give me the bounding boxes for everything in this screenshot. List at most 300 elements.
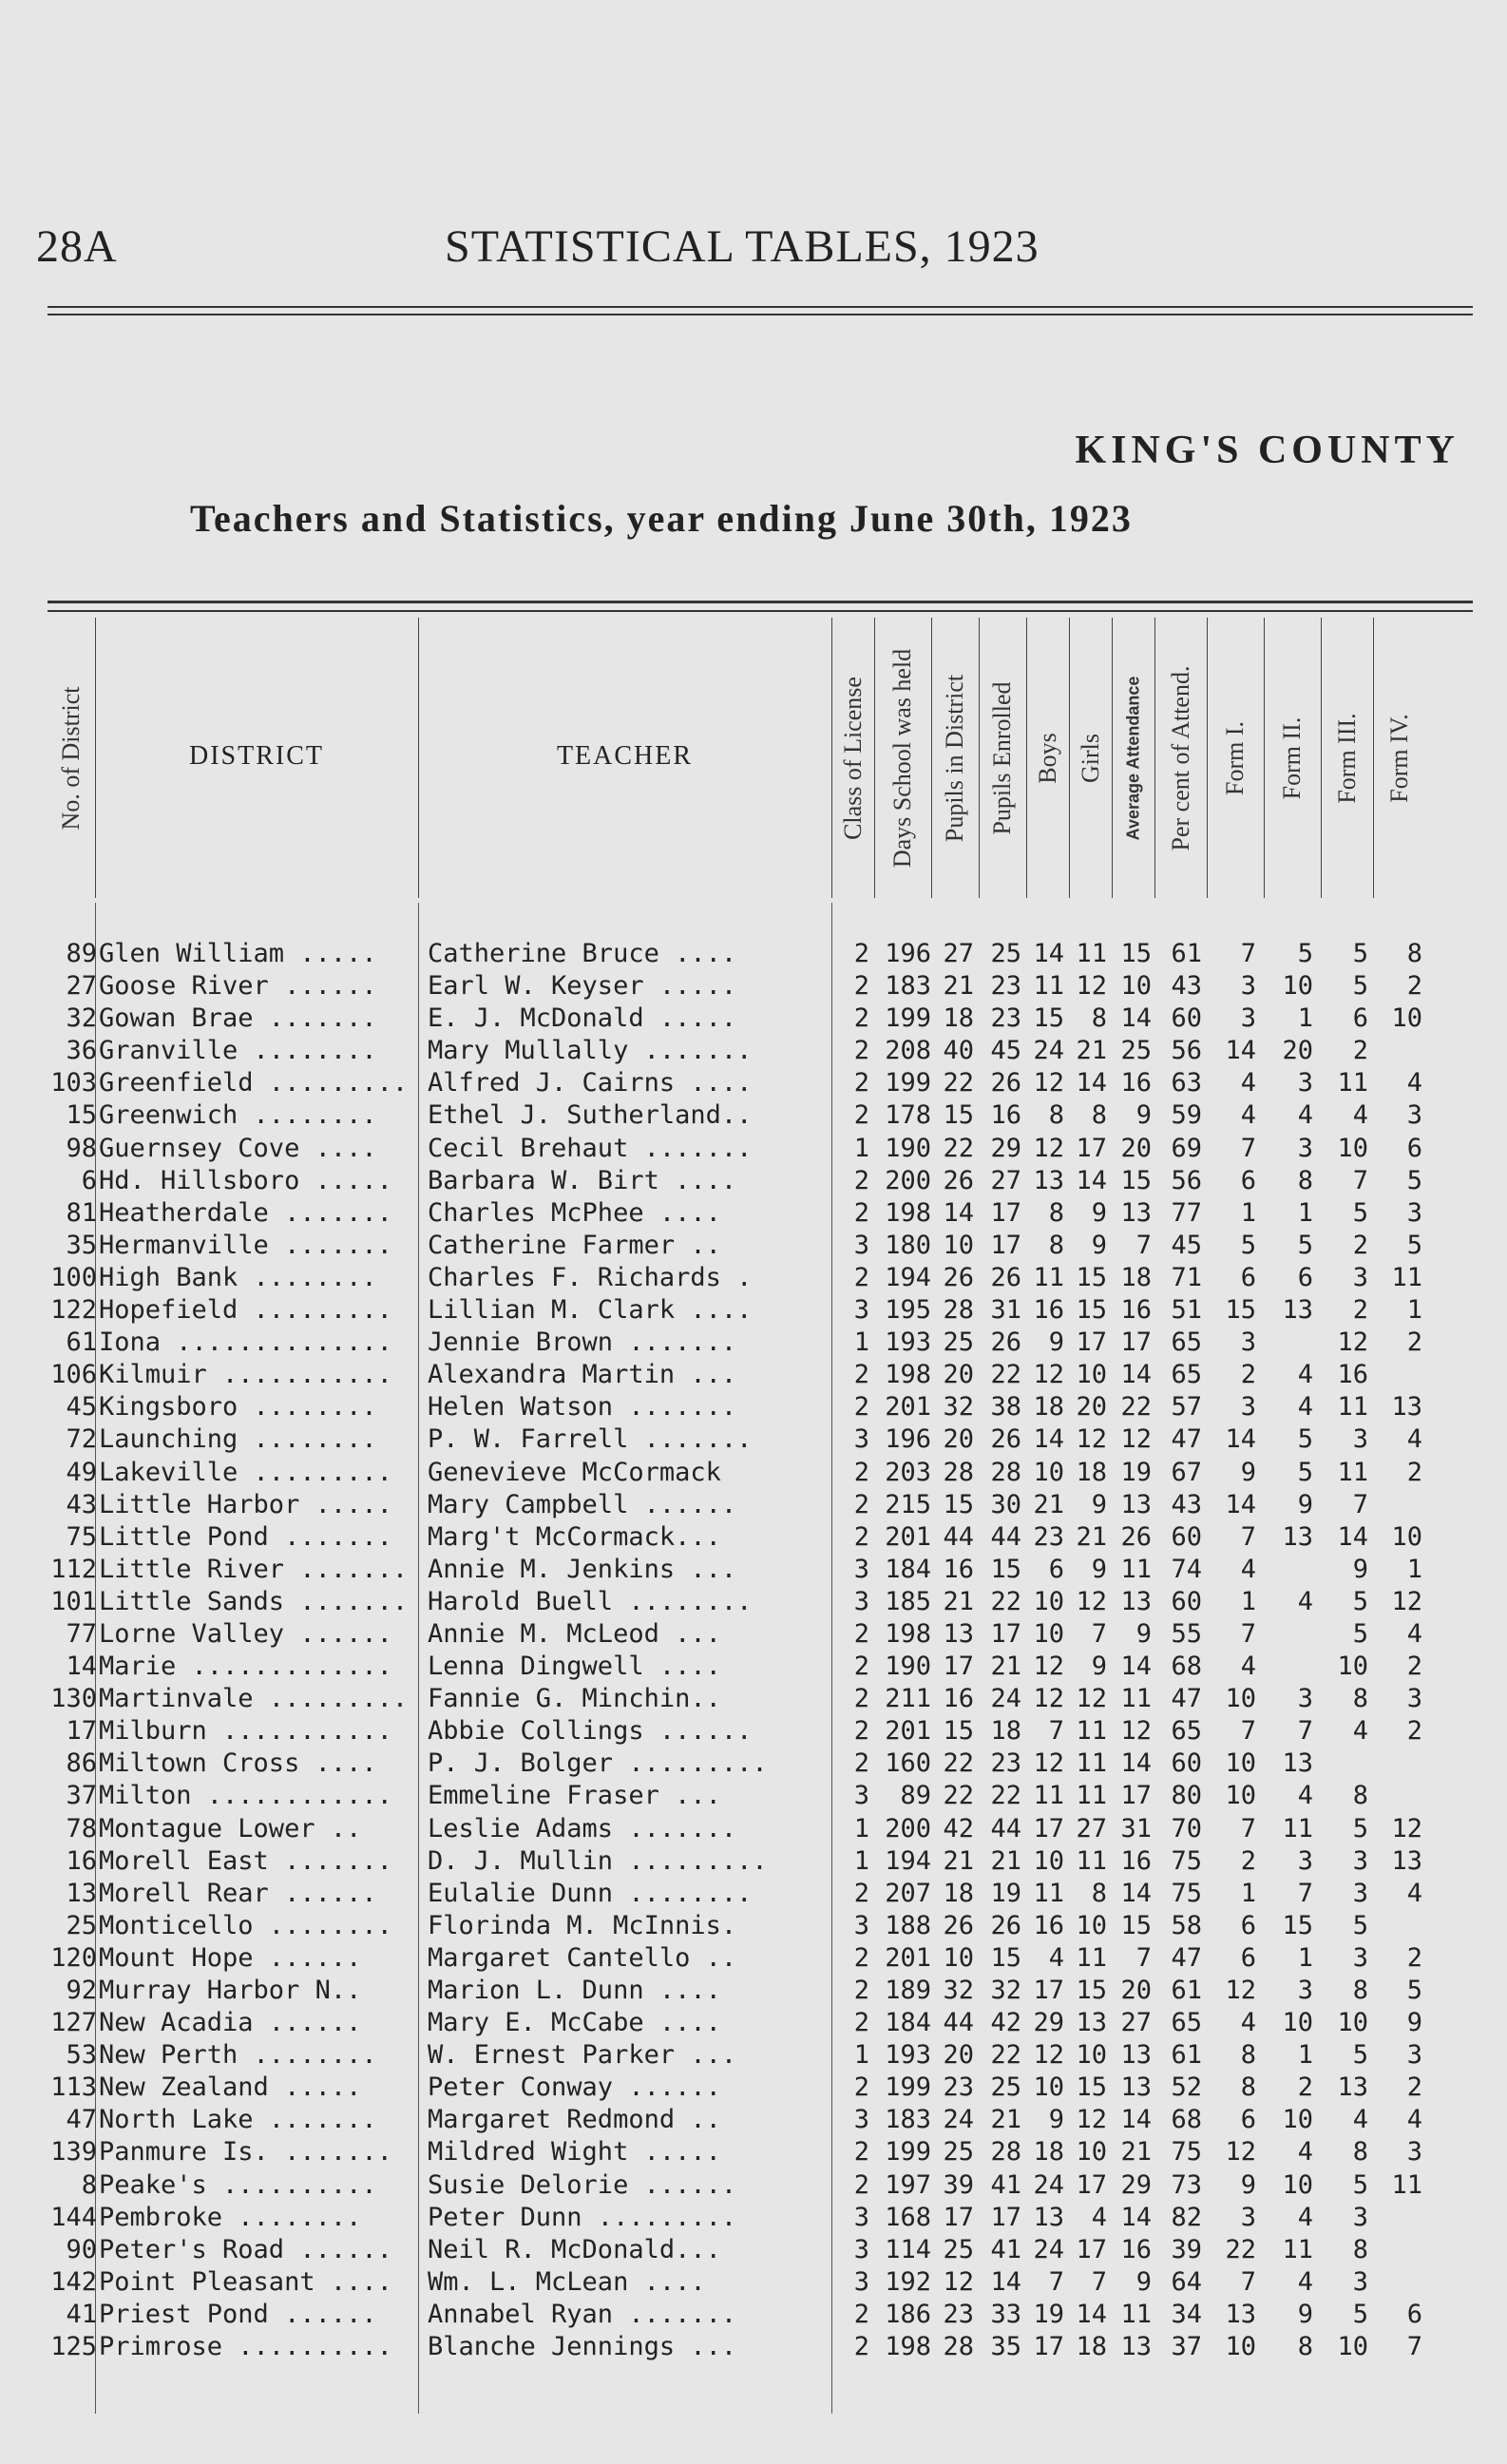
cell-district: Milton ............ xyxy=(99,1781,392,1811)
cell-teacher: Annie M. Jenkins ... xyxy=(428,1554,737,1584)
cell-form4: 3 xyxy=(1406,1684,1422,1714)
col-pupils-district: Pupils in District xyxy=(931,618,980,898)
cell-girls: 14 xyxy=(1076,1068,1107,1098)
cell-boys: 9 xyxy=(1048,1328,1064,1358)
cell-enrolled: 26 xyxy=(990,1910,1021,1940)
cell-avg-att: 15 xyxy=(1120,939,1152,968)
cell-license: 3 xyxy=(853,2105,869,2135)
cell-district-no: 98 xyxy=(66,1133,97,1163)
cell-form4: 12 xyxy=(1391,1586,1422,1616)
cell-days: 207 xyxy=(885,1878,931,1908)
cell-teacher: Annabel Ryan ....... xyxy=(428,2299,737,2329)
cell-days: 184 xyxy=(885,2008,931,2038)
cell-boys: 8 xyxy=(1048,1230,1064,1260)
cell-pct-att: 39 xyxy=(1171,2234,1202,2264)
col-district: DISTRICT xyxy=(95,618,419,898)
cell-teacher: Mildred Wight ..... xyxy=(428,2137,721,2168)
cell-days: 198 xyxy=(885,2332,931,2362)
cell-form3: 6 xyxy=(1352,1003,1368,1034)
cell-days: 180 xyxy=(885,1230,931,1260)
table-row xyxy=(48,2072,1473,2105)
cell-days: 196 xyxy=(885,1424,931,1455)
table-row xyxy=(48,1716,1473,1748)
cell-pct-att: 43 xyxy=(1171,1489,1202,1519)
cell-form2: 3 xyxy=(1297,1684,1313,1714)
cell-boys: 12 xyxy=(1033,2040,1064,2071)
cell-form3: 10 xyxy=(1337,1133,1368,1163)
cell-form3: 3 xyxy=(1352,2266,1368,2297)
cell-form2: 8 xyxy=(1297,2332,1313,2362)
cell-district-no: 45 xyxy=(66,1392,97,1423)
cell-boys: 17 xyxy=(1033,2332,1064,2362)
cell-pupils-district: 25 xyxy=(943,2234,974,2264)
table-row xyxy=(48,2300,1473,2332)
cell-district: Little River ....... xyxy=(99,1554,409,1584)
cell-form4: 12 xyxy=(1391,1813,1422,1843)
cell-form1: 14 xyxy=(1225,1489,1256,1519)
cell-form3: 14 xyxy=(1337,1521,1368,1552)
cell-enrolled: 24 xyxy=(990,1684,1021,1714)
cell-girls: 14 xyxy=(1076,1165,1107,1195)
cell-enrolled: 22 xyxy=(990,2040,1021,2071)
cell-district-no: 139 xyxy=(50,2137,97,2168)
page-title: STATISTICAL TABLES, 1923 xyxy=(445,221,1040,272)
cell-form4: 10 xyxy=(1391,1521,1422,1552)
cell-teacher: Harold Buell ........ xyxy=(428,1586,753,1616)
cell-district: Goose River ...... xyxy=(99,971,377,1002)
cell-days: 188 xyxy=(885,1910,931,1940)
cell-form1: 8 xyxy=(1240,2040,1256,2071)
cell-boys: 19 xyxy=(1033,2299,1064,2329)
table-row xyxy=(48,2267,1473,2300)
cell-boys: 29 xyxy=(1033,2008,1064,2038)
cell-form1: 14 xyxy=(1225,1424,1256,1455)
cell-district: Martinvale ......... xyxy=(99,1684,409,1714)
cell-avg-att: 14 xyxy=(1120,2105,1152,2135)
cell-pct-att: 58 xyxy=(1171,1910,1202,1940)
cell-form4: 1 xyxy=(1406,1295,1422,1326)
cell-enrolled: 41 xyxy=(990,2169,1021,2200)
cell-girls: 7 xyxy=(1091,2266,1107,2297)
cell-boys: 13 xyxy=(1033,1165,1064,1195)
table-row xyxy=(48,1652,1473,1684)
cell-pupils-district: 10 xyxy=(943,1942,974,1973)
cell-pct-att: 70 xyxy=(1171,1813,1202,1843)
cell-teacher: Eulalie Dunn ........ xyxy=(428,1878,753,1908)
cell-pct-att: 56 xyxy=(1171,1165,1202,1195)
table-row xyxy=(48,1490,1473,1522)
cell-district-no: 32 xyxy=(66,1003,97,1034)
cell-avg-att: 13 xyxy=(1120,2072,1152,2103)
cell-pupils-district: 13 xyxy=(943,1618,974,1649)
cell-pct-att: 68 xyxy=(1171,1652,1202,1682)
cell-form3: 5 xyxy=(1352,1586,1368,1616)
cell-pupils-district: 40 xyxy=(943,1036,974,1066)
cell-district-no: 47 xyxy=(66,2105,97,2135)
cell-district-no: 61 xyxy=(66,1328,97,1358)
cell-girls: 12 xyxy=(1076,1684,1107,1714)
cell-license: 2 xyxy=(853,2072,869,2103)
cell-pupils-district: 22 xyxy=(943,1748,974,1779)
cell-boys: 17 xyxy=(1033,1976,1064,2005)
table-row xyxy=(48,1976,1473,2008)
col-boys: Boys xyxy=(1026,618,1070,898)
cell-form1: 10 xyxy=(1225,1781,1256,1811)
table-row xyxy=(48,1295,1473,1328)
cell-enrolled: 23 xyxy=(990,971,1021,1002)
cell-form2: 4 xyxy=(1297,1392,1313,1423)
cell-license: 2 xyxy=(853,1716,869,1747)
cell-district: Kilmuir ........... xyxy=(99,1360,392,1390)
cell-district: Granville ........ xyxy=(99,1036,377,1066)
col-form2: Form II. xyxy=(1264,618,1322,898)
cell-form2: 5 xyxy=(1297,1457,1313,1487)
col-license: Class of License xyxy=(831,618,875,898)
cell-license: 2 xyxy=(853,1457,869,1487)
cell-boys: 10 xyxy=(1033,2072,1064,2103)
table-row xyxy=(48,1684,1473,1716)
table-row xyxy=(48,1555,1473,1587)
cell-pct-att: 61 xyxy=(1171,939,1202,968)
cell-pct-att: 34 xyxy=(1171,2299,1202,2329)
cell-days: 201 xyxy=(885,1942,931,1973)
cell-days: 215 xyxy=(885,1489,931,1519)
cell-form3: 8 xyxy=(1352,2137,1368,2168)
cell-teacher: P. J. Bolger ......... xyxy=(428,1748,768,1779)
cell-avg-att: 16 xyxy=(1120,1068,1152,1098)
cell-form1: 9 xyxy=(1240,1457,1256,1487)
cell-teacher: Alexandra Martin ... xyxy=(428,1360,737,1390)
cell-pupils-district: 28 xyxy=(943,2332,974,2362)
cell-days: 184 xyxy=(885,1554,931,1584)
cell-pupils-district: 42 xyxy=(943,1813,974,1843)
cell-enrolled: 41 xyxy=(990,2234,1021,2264)
cell-district-no: 35 xyxy=(66,1230,97,1260)
cell-avg-att: 21 xyxy=(1120,2137,1152,2168)
cell-form2: 13 xyxy=(1282,1521,1313,1552)
cell-form3: 5 xyxy=(1352,1618,1368,1649)
cell-form2: 10 xyxy=(1282,2105,1313,2135)
cell-form2: 3 xyxy=(1297,1845,1313,1876)
cell-enrolled: 23 xyxy=(990,1003,1021,1034)
cell-form3: 7 xyxy=(1352,1489,1368,1519)
cell-enrolled: 25 xyxy=(990,2072,1021,2103)
cell-girls: 11 xyxy=(1076,1748,1107,1779)
cell-district-no: 49 xyxy=(66,1457,97,1487)
cell-pct-att: 75 xyxy=(1171,1845,1202,1876)
cell-form2: 4 xyxy=(1297,2137,1313,2168)
cell-district-no: 77 xyxy=(66,1618,97,1649)
cell-form1: 6 xyxy=(1240,1262,1256,1292)
cell-boys: 15 xyxy=(1033,1003,1064,1034)
cell-days: 193 xyxy=(885,2040,931,2071)
cell-license: 2 xyxy=(853,1392,869,1423)
cell-boys: 7 xyxy=(1048,2266,1064,2297)
cell-avg-att: 27 xyxy=(1120,2008,1152,2038)
cell-boys: 8 xyxy=(1048,1197,1064,1228)
cell-form2: 2 xyxy=(1297,2072,1313,2103)
cell-girls: 8 xyxy=(1091,1878,1107,1908)
cell-pupils-district: 39 xyxy=(943,2169,974,2200)
cell-form2: 1 xyxy=(1297,1003,1313,1034)
cell-pct-att: 67 xyxy=(1171,1457,1202,1487)
cell-district: Hermanville ....... xyxy=(99,1230,392,1260)
cell-pupils-district: 26 xyxy=(943,1262,974,1292)
cell-pct-att: 61 xyxy=(1171,1976,1202,2005)
cell-girls: 17 xyxy=(1076,2234,1107,2264)
cell-form1: 12 xyxy=(1225,2137,1256,2168)
cell-girls: 20 xyxy=(1076,1392,1107,1423)
cell-days: 198 xyxy=(885,1197,931,1228)
cell-form4: 2 xyxy=(1406,1942,1422,1973)
cell-form2: 3 xyxy=(1297,1976,1313,2005)
cell-form1: 2 xyxy=(1240,1845,1256,1876)
cell-district-no: 92 xyxy=(66,1976,97,2005)
cell-pupils-district: 23 xyxy=(943,2299,974,2329)
cell-days: 199 xyxy=(885,1003,931,1034)
cell-enrolled: 22 xyxy=(990,1586,1021,1616)
cell-form2: 13 xyxy=(1282,1748,1313,1779)
cell-pupils-district: 17 xyxy=(943,1652,974,1682)
cell-form4: 4 xyxy=(1406,1618,1422,1649)
cell-form4: 5 xyxy=(1406,1230,1422,1260)
cell-days: 194 xyxy=(885,1262,931,1292)
cell-boys: 12 xyxy=(1033,1068,1064,1098)
cell-pct-att: 65 xyxy=(1171,1360,1202,1390)
cell-license: 2 xyxy=(853,1748,869,1779)
cell-form1: 7 xyxy=(1240,1813,1256,1843)
cell-pupils-district: 25 xyxy=(943,1328,974,1358)
cell-teacher: Susie Delorie ...... xyxy=(428,2169,737,2200)
cell-form2: 7 xyxy=(1297,1878,1313,1908)
cell-enrolled: 21 xyxy=(990,1652,1021,1682)
cell-avg-att: 11 xyxy=(1120,1554,1152,1584)
cell-form1: 4 xyxy=(1240,1554,1256,1584)
cell-enrolled: 30 xyxy=(990,1489,1021,1519)
table-top-rule-2 xyxy=(48,610,1473,612)
cell-days: 89 xyxy=(900,1781,931,1811)
cell-enrolled: 21 xyxy=(990,1845,1021,1876)
cell-boys: 11 xyxy=(1033,1878,1064,1908)
cell-district: Mount Hope ...... xyxy=(99,1942,362,1973)
cell-pct-att: 74 xyxy=(1171,1554,1202,1584)
table-top-rule xyxy=(48,601,1473,603)
cell-form3: 3 xyxy=(1352,1942,1368,1973)
cell-district: New Zealand ..... xyxy=(99,2072,362,2103)
cell-district: Monticello ........ xyxy=(99,1910,392,1940)
cell-teacher: Charles F. Richards . xyxy=(428,1262,753,1292)
cell-form4: 2 xyxy=(1406,1457,1422,1487)
cell-form1: 6 xyxy=(1240,1942,1256,1973)
cell-form1: 7 xyxy=(1240,939,1256,968)
cell-district-no: 127 xyxy=(50,2008,97,2038)
cell-girls: 12 xyxy=(1076,1424,1107,1455)
cell-girls: 15 xyxy=(1076,2072,1107,2103)
cell-teacher: Neil R. McDonald... xyxy=(428,2234,721,2264)
cell-teacher: Peter Dunn ......... xyxy=(428,2202,737,2232)
cell-pupils-district: 23 xyxy=(943,2072,974,2103)
cell-form1: 7 xyxy=(1240,1133,1256,1163)
cell-pct-att: 73 xyxy=(1171,2169,1202,2200)
col-girls: Girls xyxy=(1069,618,1113,898)
cell-district-no: 72 xyxy=(66,1424,97,1455)
cell-avg-att: 17 xyxy=(1120,1328,1152,1358)
cell-avg-att: 15 xyxy=(1120,1165,1152,1195)
cell-form3: 2 xyxy=(1352,1036,1368,1066)
cell-district-no: 86 xyxy=(66,1748,97,1779)
cell-boys: 9 xyxy=(1048,2105,1064,2135)
table-row xyxy=(48,2137,1473,2169)
cell-enrolled: 26 xyxy=(990,1328,1021,1358)
cell-district-no: 125 xyxy=(50,2332,97,2362)
cell-enrolled: 32 xyxy=(990,1976,1021,2005)
cell-pct-att: 47 xyxy=(1171,1942,1202,1973)
cell-district: Murray Harbor N.. xyxy=(99,1976,362,2005)
cell-form2: 1 xyxy=(1297,1942,1313,1973)
cell-district-no: 89 xyxy=(66,939,97,968)
cell-teacher: Wm. L. McLean .... xyxy=(428,2266,706,2297)
cell-license: 2 xyxy=(853,1489,869,1519)
cell-district: Marie ............. xyxy=(99,1652,392,1682)
cell-teacher: Blanche Jennings ... xyxy=(428,2332,737,2362)
cell-license: 1 xyxy=(853,1133,869,1163)
cell-enrolled: 14 xyxy=(990,2266,1021,2297)
cell-boys: 17 xyxy=(1033,1813,1064,1843)
cell-district: Morell East ....... xyxy=(99,1845,392,1876)
cell-district-no: 144 xyxy=(50,2202,97,2232)
table-row xyxy=(48,1360,1473,1392)
cell-pupils-district: 21 xyxy=(943,1586,974,1616)
cell-license: 2 xyxy=(853,2299,869,2329)
cell-girls: 10 xyxy=(1076,1910,1107,1940)
col-no: No. of District xyxy=(48,618,96,898)
cell-form4: 3 xyxy=(1406,1100,1422,1131)
cell-district-no: 75 xyxy=(66,1521,97,1552)
cell-pupils-district: 16 xyxy=(943,1684,974,1714)
cell-district: Heatherdale ....... xyxy=(99,1197,392,1228)
cell-form2: 5 xyxy=(1297,939,1313,968)
cell-form2: 4 xyxy=(1297,1100,1313,1131)
col-enrolled: Pupils Enrolled xyxy=(979,618,1027,898)
cell-days: 190 xyxy=(885,1133,931,1163)
cell-days: 196 xyxy=(885,939,931,968)
cell-license: 3 xyxy=(853,2234,869,2264)
cell-district: New Perth ........ xyxy=(99,2040,377,2071)
cell-pct-att: 47 xyxy=(1171,1424,1202,1455)
cell-pct-att: 82 xyxy=(1171,2202,1202,2232)
cell-pct-att: 69 xyxy=(1171,1133,1202,1163)
cell-days: 203 xyxy=(885,1457,931,1487)
cell-form1: 6 xyxy=(1240,2105,1256,2135)
cell-enrolled: 38 xyxy=(990,1392,1021,1423)
cell-form1: 6 xyxy=(1240,1910,1256,1940)
cell-teacher: Annie M. McLeod ... xyxy=(428,1618,721,1649)
cell-district: Peake's .......... xyxy=(99,2169,377,2200)
cell-pct-att: 65 xyxy=(1171,1328,1202,1358)
cell-enrolled: 42 xyxy=(990,2008,1021,2038)
cell-teacher: Catherine Bruce .... xyxy=(428,939,737,968)
cell-form3: 7 xyxy=(1352,1165,1368,1195)
cell-form3: 10 xyxy=(1337,2332,1368,2362)
cell-form3: 12 xyxy=(1337,1328,1368,1358)
cell-girls: 9 xyxy=(1091,1489,1107,1519)
cell-district-no: 78 xyxy=(66,1813,97,1843)
cell-form4: 4 xyxy=(1406,1878,1422,1908)
cell-license: 2 xyxy=(853,1878,869,1908)
cell-avg-att: 16 xyxy=(1120,2234,1152,2264)
cell-form3: 8 xyxy=(1352,1684,1368,1714)
table-row xyxy=(48,2203,1473,2235)
table-row xyxy=(48,1003,1473,1036)
cell-license: 3 xyxy=(853,1781,869,1811)
cell-form3: 4 xyxy=(1352,1716,1368,1747)
cell-avg-att: 18 xyxy=(1120,1262,1152,1292)
cell-form3: 8 xyxy=(1352,2234,1368,2264)
cell-boys: 12 xyxy=(1033,1652,1064,1682)
cell-district-no: 122 xyxy=(50,1295,97,1326)
cell-pupils-district: 27 xyxy=(943,939,974,968)
cell-form2: 10 xyxy=(1282,2008,1313,2038)
cell-district: Hopefield ......... xyxy=(99,1295,392,1326)
cell-district: Panmure Is. ....... xyxy=(99,2137,392,2168)
cell-pupils-district: 14 xyxy=(943,1197,974,1228)
cell-teacher: Cecil Brehaut ....... xyxy=(428,1133,753,1163)
cell-boys: 11 xyxy=(1033,971,1064,1002)
cell-district: Greenwich ........ xyxy=(99,1100,377,1131)
cell-license: 3 xyxy=(853,1424,869,1455)
cell-pct-att: 80 xyxy=(1171,1781,1202,1811)
cell-days: 114 xyxy=(885,2234,931,2264)
cell-district-no: 120 xyxy=(50,1942,97,1973)
cell-district-no: 36 xyxy=(66,1036,97,1066)
cell-license: 2 xyxy=(853,939,869,968)
cell-form1: 12 xyxy=(1225,1976,1256,2005)
cell-form1: 4 xyxy=(1240,1652,1256,1682)
cell-district-no: 17 xyxy=(66,1716,97,1747)
cell-form4: 10 xyxy=(1391,1003,1422,1034)
cell-district-no: 101 xyxy=(50,1586,97,1616)
cell-girls: 8 xyxy=(1091,1003,1107,1034)
table-row xyxy=(48,1814,1473,1846)
cell-pupils-district: 32 xyxy=(943,1976,974,2005)
cell-form1: 2 xyxy=(1240,1360,1256,1390)
cell-form3: 10 xyxy=(1337,2008,1368,2038)
table-row xyxy=(48,1036,1473,1068)
cell-form3: 8 xyxy=(1352,1781,1368,1811)
cell-district: Peter's Road ...... xyxy=(99,2234,392,2264)
cell-enrolled: 26 xyxy=(990,1424,1021,1455)
cell-enrolled: 17 xyxy=(990,1197,1021,1228)
cell-pupils-district: 25 xyxy=(943,2137,974,2168)
cell-district: Guernsey Cove .... xyxy=(99,1133,377,1163)
cell-girls: 11 xyxy=(1076,1716,1107,1747)
cell-pct-att: 68 xyxy=(1171,2105,1202,2135)
cell-pct-att: 61 xyxy=(1171,2040,1202,2071)
cell-girls: 9 xyxy=(1091,1554,1107,1584)
cell-form1: 9 xyxy=(1240,2169,1256,2200)
cell-form1: 4 xyxy=(1240,1068,1256,1098)
cell-avg-att: 16 xyxy=(1120,1845,1152,1876)
cell-boys: 11 xyxy=(1033,1781,1064,1811)
cell-license: 2 xyxy=(853,1003,869,1034)
cell-boys: 10 xyxy=(1033,1586,1064,1616)
cell-avg-att: 9 xyxy=(1135,1100,1152,1131)
cell-days: 160 xyxy=(885,1748,931,1779)
cell-teacher: Emmeline Fraser ... xyxy=(428,1781,721,1811)
cell-district-no: 25 xyxy=(66,1910,97,1940)
cell-pct-att: 47 xyxy=(1171,1684,1202,1714)
cell-form4: 13 xyxy=(1391,1392,1422,1423)
